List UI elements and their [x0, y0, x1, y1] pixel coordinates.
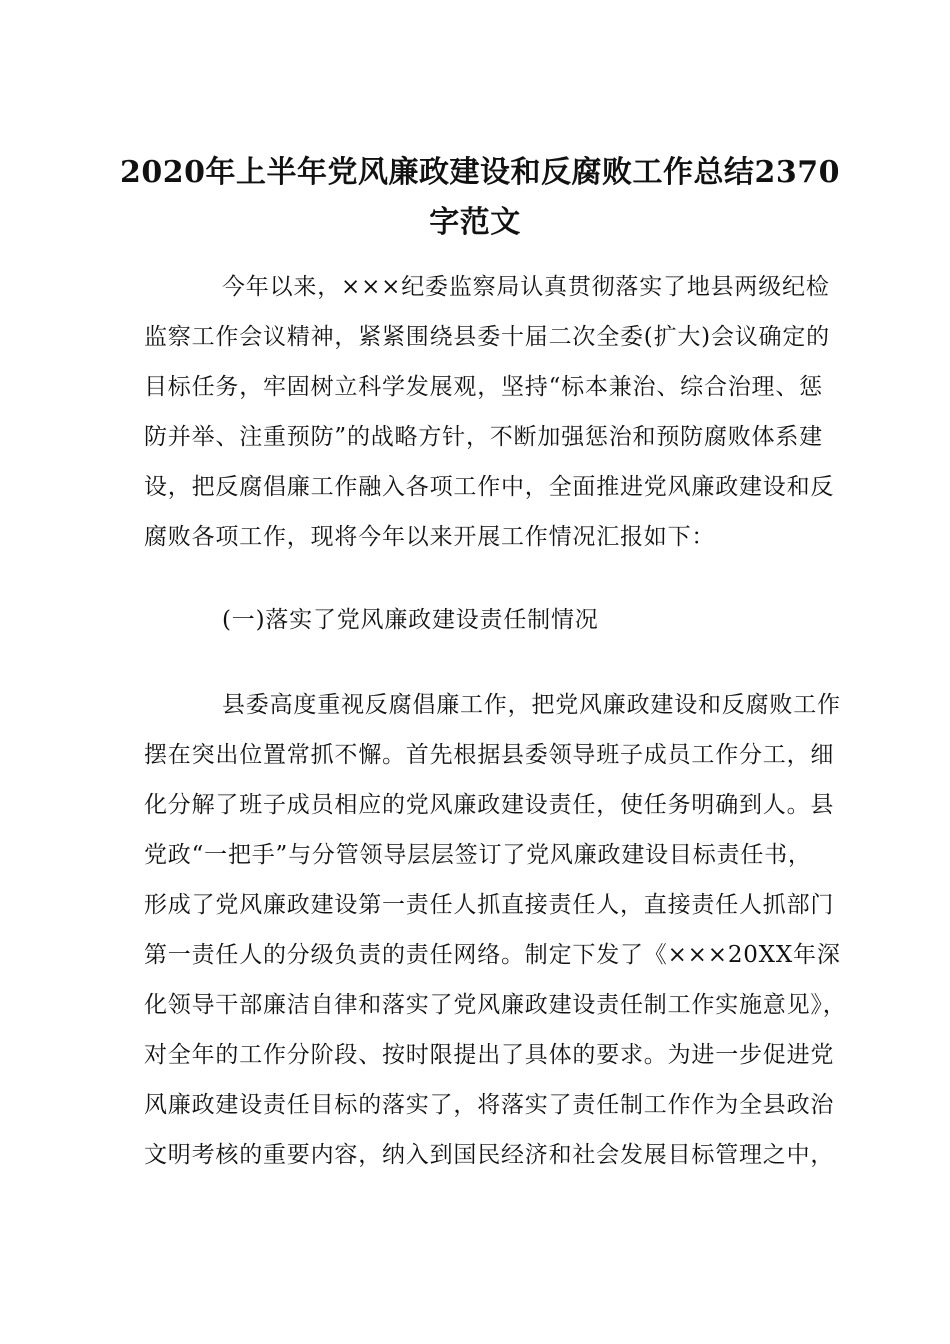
paragraph2-line-2: 摆在突出位置常抓不懈。首先根据县委领导班子成员工作分工，细 — [144, 742, 835, 768]
paragraph2-line-9: 风廉政建设责任目标的落实了，将落实了责任制工作作为全县政治 — [144, 1092, 835, 1118]
paragraph1-line-4: 防并举、注重预防”的战略方针，不断加强惩治和预防腐败体系建 — [144, 424, 823, 450]
paragraph2-line-10: 文明考核的重要内容，纳入到国民经济和社会发展目标管理之中， — [144, 1142, 835, 1168]
section-heading: (一)落实了党风廉政建设责任制情况 — [222, 607, 599, 633]
paragraph2-line-8: 对全年的工作分阶段、按时限提出了具体的要求。为进一步促进党 — [144, 1042, 835, 1068]
paragraph1-line-5: 设，把反腐倡廉工作融入各项工作中，全面推进党风廉政建设和反 — [144, 474, 835, 500]
paragraph2-line-7: 化领导干部廉洁自律和落实了党风廉政建设责任制工作实施意见》， — [144, 992, 847, 1018]
paragraph1-line-2: 监察工作会议精神，紧紧围绕县委十届二次全委(扩大)会议确定的 — [144, 324, 830, 350]
title-line-1: 2020年上半年党风廉政建设和反腐败工作总结2370 — [120, 155, 840, 190]
paragraph2-line-1: 县委高度重视反腐倡廉工作，把党风廉政建设和反腐败工作 — [222, 692, 841, 718]
paragraph1-line-1: 今年以来，×××纪委监察局认真贯彻落实了地县两级纪检 — [222, 274, 830, 300]
document-title — [120, 148, 840, 248]
paragraph2-line-4: 党政“一把手”与分管领导层层签订了党风廉政建设目标责任书， — [144, 842, 812, 868]
paragraph2-line-5: 形成了党风廉政建设第一责任人抓直接责任人，直接责任人抓部门 — [144, 892, 835, 918]
title-line-2: 字范文 — [429, 205, 521, 240]
paragraph2-line-6: 第一责任人的分级负责的责任网络。制定下发了《×××20XX年深 — [144, 942, 841, 968]
paragraph2-line-3: 化分解了班子成员相应的党风廉政建设责任，使任务明确到人。县 — [144, 792, 835, 818]
paragraph1-line-6: 腐败各项工作，现将今年以来开展工作情况汇报如下： — [144, 524, 716, 550]
paragraph1-line-3: 目标任务，牢固树立科学发展观，坚持“标本兼治、综合治理、惩 — [144, 374, 823, 400]
